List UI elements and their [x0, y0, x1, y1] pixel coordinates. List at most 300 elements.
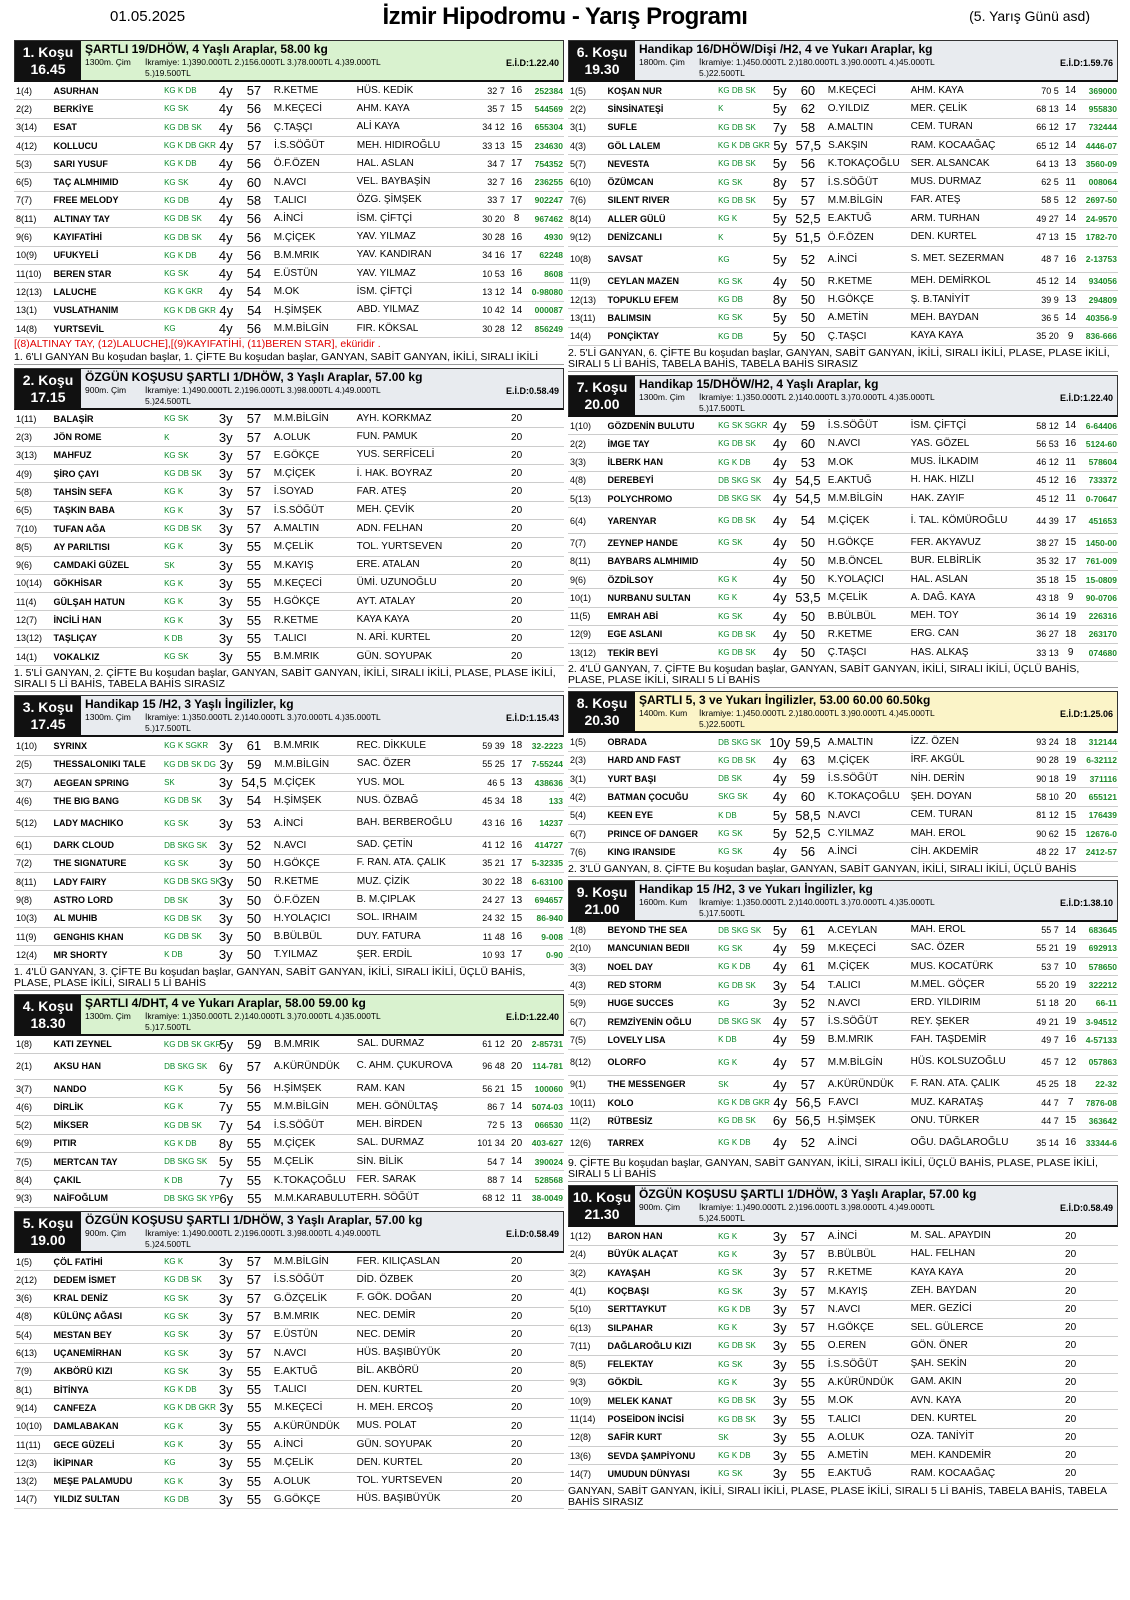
horse-row[interactable] [568, 1301, 1118, 1319]
horse-row[interactable] [14, 1135, 564, 1153]
horse-rating: 20 [1065, 1322, 1077, 1334]
horse-age: 5y [218, 1081, 233, 1097]
horse-row[interactable] [568, 626, 1118, 644]
horse-row[interactable] [14, 1473, 564, 1491]
horse-row[interactable] [568, 1094, 1118, 1112]
horse-stats: 55 20 [1036, 980, 1059, 991]
race-number-box [15, 369, 81, 408]
horse-name: KING IRANSIDE [607, 846, 676, 857]
horse-row[interactable] [568, 534, 1118, 552]
horse-row[interactable] [14, 1363, 564, 1381]
horse-weight: 50 [800, 535, 816, 551]
trainer-name: NEC. DEMİR [356, 1310, 416, 1322]
jockey-name: T.ALICI [827, 1413, 861, 1425]
horse-row[interactable] [14, 210, 564, 228]
trainer-name: ALİ KAYA [356, 121, 400, 133]
jockey-name: M.ÇELİK [827, 592, 868, 604]
race-conditions: ŞARTLI 5, 3 ve Yukarı İngilizler, 53.00 60.00 60.50kg [639, 693, 931, 708]
horse-row[interactable] [14, 557, 564, 575]
horse-rating: 16 [1065, 438, 1077, 450]
jockey-name: B.BÜLBÜL [827, 1248, 877, 1260]
horse-row[interactable] [568, 309, 1118, 327]
horse-row[interactable] [14, 410, 564, 428]
horse-row[interactable] [568, 1282, 1118, 1300]
horse-row[interactable] [14, 228, 564, 246]
race-day-label: (5. Yarış Günü asd) [969, 8, 1090, 24]
equipment: KG K [164, 1257, 184, 1267]
horse-row[interactable] [568, 1246, 1118, 1264]
horse-row[interactable] [568, 100, 1118, 118]
horse-age: 3y [772, 1429, 787, 1445]
equipment: K DB [718, 810, 737, 820]
horse-row[interactable] [568, 435, 1118, 453]
horse-row[interactable] [14, 737, 564, 755]
horse-row[interactable] [568, 1130, 1118, 1156]
race-header [14, 695, 564, 737]
horse-row[interactable] [568, 1447, 1118, 1465]
horse-age: 4y [772, 844, 787, 860]
horse-age: 4y [218, 321, 233, 336]
horse-rating: 20 [511, 1329, 523, 1341]
race-record: E.İ.D:0.58.49 [1059, 1203, 1113, 1214]
jockey-name: A.İNCİ [827, 846, 858, 858]
horse-row[interactable] [14, 1326, 564, 1344]
equipment: KG DB SK [164, 122, 202, 132]
horse-row[interactable] [568, 1076, 1118, 1094]
horse-row[interactable] [568, 733, 1118, 751]
equipment: KG DB SK [718, 1341, 756, 1351]
horse-row[interactable] [568, 752, 1118, 770]
horse-weight: 56 [246, 156, 262, 172]
horse-age: 3y [219, 756, 234, 772]
horse-row[interactable] [14, 1036, 564, 1054]
trainer-name: HAL. ASLAN [910, 573, 968, 585]
horse-name: OBRADA [607, 737, 648, 748]
horse-row[interactable] [568, 273, 1118, 291]
horse-row[interactable] [568, 1465, 1118, 1483]
horse-stats: 38 27 [1036, 537, 1059, 548]
horse-row[interactable] [568, 1227, 1118, 1245]
horse-weight: 50 [800, 626, 816, 642]
horse-number: 3(13) [16, 450, 38, 461]
horse-number: 14(1) [16, 651, 38, 662]
jockey-name: M.OK [273, 286, 300, 298]
horse-weight: 57 [800, 1301, 816, 1317]
race-conditions: ÖZGÜN KOŞUSU ŞARTLI 1/DHÖW, 3 Yaşlı Araplar, 57.00 kg [85, 370, 423, 385]
horse-row[interactable] [568, 571, 1118, 589]
last-six-races: 15-0809 [1085, 574, 1117, 585]
last-six-races: 1450-00 [1085, 537, 1117, 548]
horse-row[interactable] [14, 891, 564, 909]
horse-name: DAMLABAKAN [53, 1421, 119, 1432]
race-distance: 900m. Çim [85, 1227, 127, 1238]
horse-stats: 90 28 [1036, 755, 1059, 766]
horse-age: 3y [218, 1437, 233, 1453]
horse-weight: 61 [800, 922, 816, 938]
horse-row[interactable] [568, 1013, 1118, 1031]
horse-row[interactable] [14, 1436, 564, 1454]
horse-name: BALIMSIN [607, 312, 652, 323]
horse-row[interactable] [568, 137, 1118, 155]
jockey-name: R.KETME [827, 275, 873, 287]
horse-stats: 13 12 [482, 286, 505, 297]
horse-name: ŞİRO ÇAYI [53, 468, 99, 479]
horse-rating: 20 [1065, 1431, 1077, 1443]
last-six-races: 0-90 [545, 949, 563, 960]
horse-row[interactable] [14, 82, 564, 100]
horse-name: AKBÖRÜ KIZI [53, 1366, 113, 1377]
horse-weight: 55 [246, 1491, 262, 1507]
equipment: KG SK [718, 1286, 743, 1296]
horse-row[interactable] [568, 1319, 1118, 1337]
race-header [568, 1185, 1118, 1227]
horse-row[interactable] [568, 247, 1118, 273]
horse-age: 3y [772, 1320, 787, 1336]
last-six-races: 856249 [534, 323, 563, 334]
race-details [85, 1011, 559, 1022]
horse-row[interactable] [14, 1344, 564, 1362]
jockey-name: E.AKTUĞ [827, 474, 872, 486]
trainer-name: ZEH. BAYDAN [910, 1285, 977, 1296]
last-six-races: 414727 [534, 840, 563, 851]
horse-rating: 11 [1065, 176, 1076, 188]
horse-row[interactable] [14, 946, 564, 964]
horse-row[interactable] [14, 1454, 564, 1472]
horse-weight: 59 [800, 771, 816, 787]
equipment: KG K DB [164, 159, 197, 169]
last-six-races: 438636 [534, 777, 563, 788]
horse-row[interactable] [568, 508, 1118, 534]
horse-row[interactable] [568, 1410, 1118, 1428]
horse-name: MELEK KANAT [607, 1395, 673, 1406]
horse-row[interactable] [14, 873, 564, 891]
horse-age: 3y [218, 855, 233, 871]
horse-row[interactable] [568, 940, 1118, 958]
last-six-races: 0-70647 [1085, 493, 1117, 504]
horse-stats: 46 12 [1036, 457, 1059, 468]
horse-row[interactable] [14, 247, 564, 265]
horse-number: 13(2) [16, 1476, 38, 1487]
horse-row[interactable] [568, 453, 1118, 471]
horse-stats: 41 12 [482, 840, 505, 851]
horse-row[interactable] [568, 1264, 1118, 1282]
jockey-name: Ç.TAŞÇI [273, 121, 313, 133]
jockey-name: Ç.TAŞCI [827, 647, 867, 659]
horse-row[interactable] [568, 490, 1118, 508]
horse-row[interactable] [14, 1116, 564, 1134]
jockey-name: E.ÜSTÜN [273, 1329, 318, 1341]
horse-row[interactable] [568, 1392, 1118, 1410]
horse-row[interactable] [14, 855, 564, 873]
horse-age: 3y [218, 1382, 233, 1398]
horse-rating: 20 [511, 1347, 523, 1359]
equipment: KG DB SK [164, 913, 202, 923]
horse-row[interactable] [568, 1031, 1118, 1049]
trainer-name: ABD. YILMAZ [356, 304, 419, 316]
trainer-name: KAYA KAYA [910, 330, 964, 342]
race-conditions: Handikap 16/DHÖW/Dişi /H2, 4 ve Yukarı Araplar, kg [639, 42, 933, 56]
horse-row[interactable] [568, 119, 1118, 137]
horse-row[interactable] [568, 589, 1118, 607]
horse-row[interactable] [14, 192, 564, 210]
race-distance: 1300m. Çim [639, 391, 685, 402]
horse-rating: 8 [513, 213, 520, 225]
horse-name: JÖN ROME [53, 432, 102, 443]
last-six-races: 22-32 [1095, 1079, 1117, 1090]
jockey-name: K.YOLAÇICI [827, 574, 884, 586]
horse-age: 3y [219, 1400, 234, 1416]
last-six-races: 761-009 [1085, 556, 1117, 567]
horse-number: 11(11) [16, 1439, 41, 1450]
horse-row[interactable] [568, 825, 1118, 843]
race-details [85, 1228, 559, 1239]
horse-row[interactable] [568, 192, 1118, 210]
bet-types: 1. 4'LÜ GANYAN, 3. ÇİFTE Bu koşudan başlar, GANYAN, SABİT GANYAN, İKİLİ, SIRALI İKİLİ, ÜÇLÜ BAHİS, PLASE, PLASE İKİLİ, SIRALI 5 Lİ BAHİS [14, 965, 564, 991]
horse-row[interactable] [14, 173, 564, 191]
horse-row[interactable] [568, 843, 1118, 861]
horse-row[interactable] [568, 173, 1118, 191]
horse-row[interactable] [14, 1381, 564, 1399]
trainer-name: ERH. SÖĞÜT [356, 1192, 420, 1204]
horse-row[interactable] [14, 137, 564, 155]
horse-row[interactable] [568, 210, 1118, 228]
horse-row[interactable] [14, 575, 564, 593]
horse-weight: 55 [246, 1418, 262, 1434]
horse-row[interactable] [14, 1271, 564, 1289]
horse-rating: 20 [511, 1457, 523, 1469]
horse-row[interactable] [568, 1429, 1118, 1447]
horse-rating: 20 [511, 1137, 523, 1149]
horse-row[interactable] [568, 788, 1118, 806]
horse-age: 10y [769, 734, 791, 750]
jockey-name: M.KEÇECİ [274, 1402, 323, 1414]
horse-row[interactable] [14, 792, 564, 810]
horse-number: 10(1) [570, 592, 592, 603]
horse-row[interactable] [14, 928, 564, 946]
horse-row[interactable] [568, 608, 1118, 626]
horse-row[interactable] [14, 283, 564, 301]
horse-row[interactable] [14, 1308, 564, 1326]
horse-age: 3y [218, 1418, 233, 1434]
equipment: KG K DB [164, 250, 197, 260]
horse-row[interactable] [568, 1374, 1118, 1392]
horse-stats: 35 18 [1036, 574, 1059, 585]
horse-row[interactable] [14, 447, 564, 465]
horse-row[interactable] [568, 958, 1118, 976]
trainer-name: YUS. MOL [356, 776, 405, 788]
horse-number: 12(8) [570, 1432, 592, 1443]
jockey-name: B.M.MRIK [273, 249, 320, 261]
race-prize-5: 5.)24.500TL [145, 396, 191, 407]
jockey-name: R.KETME [827, 1267, 873, 1279]
horse-row[interactable] [14, 1190, 564, 1208]
jockey-name: A.OLUK [273, 1475, 311, 1487]
horse-stats: 64 13 [1036, 158, 1059, 169]
horse-number: 3(2) [570, 1267, 587, 1278]
bet-types: 1. 6'LI GANYAN Bu koşudan başlar, 1. ÇİFTE Bu koşudan başlar, GANYAN, SABİT GANYAN, İKİLİ, SIRALI İKİLİ [14, 350, 564, 365]
race-record: E.İ.D:0.58.49 [505, 386, 559, 397]
horse-row[interactable] [14, 774, 564, 792]
race-header [568, 880, 1118, 922]
equipment: K [718, 104, 724, 114]
horse-row[interactable] [14, 1290, 564, 1308]
horse-name: SARI YUSUF [53, 158, 108, 169]
horse-row[interactable] [14, 910, 564, 928]
trainer-name: İ. TAL. KÖMÜROĞLU [910, 514, 1008, 526]
horse-row[interactable] [568, 553, 1118, 571]
horse-row[interactable] [568, 291, 1118, 309]
horse-number: 5(3) [16, 158, 33, 169]
horse-row[interactable] [14, 502, 564, 520]
horse-row[interactable] [14, 320, 564, 338]
horse-rating: 15 [1065, 828, 1077, 840]
horse-row[interactable] [568, 1337, 1118, 1355]
horse-row[interactable] [568, 995, 1118, 1013]
trainer-name: CEM. TURAN [910, 121, 973, 133]
horse-rating: 12 [1065, 194, 1077, 206]
horse-number: 8(4) [16, 1175, 33, 1185]
equipment: KG K [718, 575, 738, 585]
horse-rating: 20 [511, 1310, 523, 1322]
trainer-name: MER. ÇELİK [910, 102, 968, 114]
horse-row[interactable] [14, 119, 564, 137]
horse-stats: 58 10 [1036, 791, 1059, 802]
horse-weight: 59 [800, 940, 816, 956]
jockey-name: M.ÇİÇEK [273, 777, 316, 789]
horse-row[interactable] [14, 520, 564, 538]
horse-row[interactable] [14, 483, 564, 501]
horse-stats: 10 53 [482, 268, 505, 279]
horse-weight: 55 [800, 1411, 816, 1427]
horse-row[interactable] [14, 1491, 564, 1509]
horse-row[interactable] [14, 1054, 564, 1080]
horse-row[interactable] [14, 265, 564, 283]
jockey-name: A.İNCİ [273, 817, 304, 829]
equipment: KG SK [718, 276, 743, 286]
horse-rating: 18 [511, 740, 523, 752]
horse-weight: 57 [800, 1283, 816, 1299]
equipment: KG K [718, 214, 738, 224]
horse-row[interactable] [568, 1050, 1118, 1076]
horse-age: 4y [218, 266, 233, 282]
horse-number: 10(11) [570, 1097, 596, 1108]
horse-row[interactable] [568, 417, 1118, 435]
horse-stats: 30 22 [482, 876, 505, 887]
horse-row[interactable] [14, 1253, 564, 1271]
horse-number: 13(6) [570, 1450, 592, 1461]
equipment: KG K [718, 1377, 738, 1387]
horse-rating: 15 [1065, 1115, 1077, 1127]
horse-stats: 90 18 [1036, 773, 1059, 784]
trainer-name: C. AHM. ÇUKUROVA [356, 1060, 453, 1072]
last-six-races: 451653 [1088, 515, 1117, 526]
jockey-name: B.M.MRIK [827, 1034, 874, 1046]
horse-number: 3(1) [570, 773, 587, 784]
horse-name: YILDIZ SULTAN [53, 1494, 120, 1505]
horse-row[interactable] [14, 837, 564, 855]
horse-row[interactable] [14, 811, 564, 837]
horse-row[interactable] [14, 1153, 564, 1171]
horse-weight: 55 [800, 1429, 816, 1445]
race-distance: 1800m. Çim [639, 57, 685, 67]
horse-row[interactable] [568, 807, 1118, 825]
equipment: SK [718, 1079, 729, 1089]
horse-row[interactable] [14, 1098, 564, 1116]
horse-row[interactable] [14, 756, 564, 774]
last-six-races: 6-32112 [1086, 755, 1117, 766]
horse-rating: 13 [511, 894, 523, 906]
horse-number: 4(6) [16, 795, 33, 806]
jockey-name: C.YILMAZ [827, 828, 874, 840]
horse-rating: 20 [511, 486, 523, 498]
horse-row[interactable] [14, 630, 564, 648]
horse-row[interactable] [568, 644, 1118, 662]
horse-number: 11(9) [570, 276, 591, 287]
horse-weight: 50 [800, 292, 816, 308]
horse-row[interactable] [14, 428, 564, 446]
equipment: KG K DB GKR [163, 305, 216, 315]
horse-rating: 20 [1065, 1230, 1077, 1242]
horse-row[interactable] [568, 228, 1118, 246]
equipment: KG K [164, 1084, 184, 1094]
horse-row[interactable] [14, 302, 564, 320]
horse-row[interactable] [14, 611, 564, 629]
horse-row[interactable] [568, 1112, 1118, 1130]
race-block [14, 994, 564, 1208]
horse-row[interactable] [568, 770, 1118, 788]
jockey-name: İ.S.SÖĞÜT [273, 504, 325, 516]
horse-row[interactable] [568, 976, 1118, 994]
trainer-name: RAM. KOCAAĞAÇ [910, 139, 996, 151]
horse-name: BARON HAN [607, 1231, 663, 1242]
horse-name: LADY FAIRY [53, 876, 107, 887]
horse-row[interactable] [14, 1399, 564, 1417]
horse-row[interactable] [568, 155, 1118, 173]
horse-name: MANCUNIAN BEDII [607, 943, 690, 954]
horse-row[interactable] [568, 1356, 1118, 1374]
equipment: KG SK [164, 818, 189, 828]
horse-row[interactable] [568, 472, 1118, 490]
horse-number: 8(12) [570, 1057, 592, 1068]
horse-row[interactable] [14, 538, 564, 556]
horse-age: 4y [772, 436, 787, 452]
trainer-name: REC. DİKKULE [356, 739, 427, 751]
horse-row[interactable] [14, 155, 564, 173]
horse-row[interactable] [568, 82, 1118, 100]
trainer-name: AYH. KORKMAZ [356, 412, 432, 424]
horse-number: 7(9) [16, 1366, 33, 1377]
horse-name: BEREN STAR [53, 268, 112, 279]
horse-row[interactable] [14, 1080, 564, 1098]
horse-row[interactable] [14, 593, 564, 611]
horse-age: 5y [772, 101, 787, 117]
equipment: K [164, 432, 170, 442]
horse-row[interactable] [14, 100, 564, 118]
jockey-name: K.TOKAÇOĞLU [827, 791, 900, 803]
horse-row[interactable] [14, 1418, 564, 1436]
horse-row[interactable] [568, 328, 1118, 346]
horse-row[interactable] [568, 922, 1118, 940]
horse-row[interactable] [14, 1171, 564, 1189]
horse-weight: 55 [800, 1356, 816, 1372]
horse-stats: 55 25 [482, 759, 505, 770]
race-prize: İkramiye: 1.)450.000TL 2.)180.000TL 3.)90.000TL 4.)45.000TL [699, 708, 935, 719]
horse-row[interactable] [14, 648, 564, 666]
equipment: KG DB SK [164, 214, 202, 224]
horse-row[interactable] [14, 465, 564, 483]
equipment: KG DB SK [718, 439, 756, 449]
equipment: KG K DB [718, 457, 751, 467]
